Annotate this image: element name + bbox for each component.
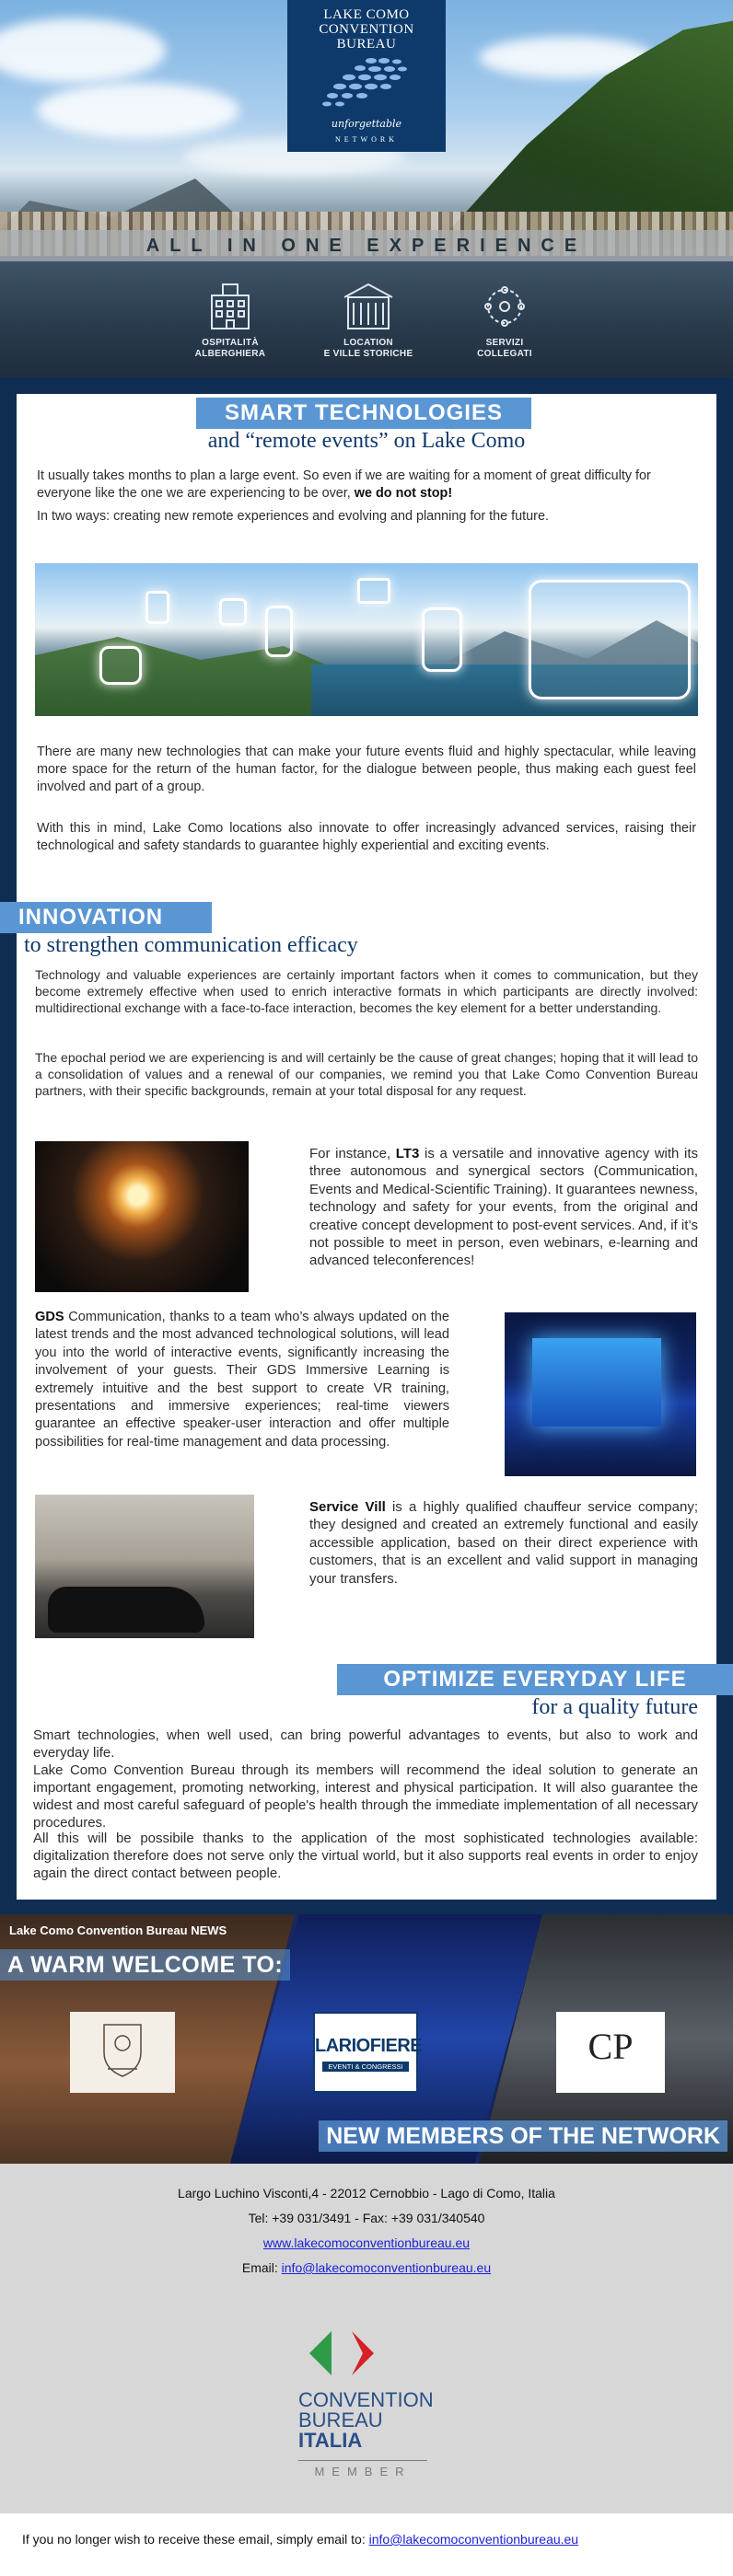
- paragraph: Lake Como Convention Bureau through its members will recommend the ideal solution to generate an important engagement, promoting networking, interest and physical participation. It will also guarantee the widest and most careful safeguard of people's health through the immediate implementation of all necessary procedures.: [33, 1762, 698, 1831]
- icon-caption: ALBERGHIERA: [194, 349, 266, 359]
- footer-website-row: [0, 2235, 733, 2250]
- paragraph: The epochal period we are experiencing is and will certainly be the cause of great changes; hoping that it will lead to a consolidation of values and a renewal of our companies, we remind you that Lake Como Convention Bureau partners, with their specific backgrounds, remain at your total disposal for any request.: [35, 1050, 698, 1099]
- smart-devices-banner: [35, 563, 698, 716]
- network-services-icon: [477, 281, 532, 332]
- cbi-line: ITALIA: [298, 2429, 363, 2452]
- footer-address: Largo Luchino Visconti,4 - 22012 Cernobbio - Lago di Como, Italia: [178, 2186, 555, 2201]
- lightbulb-laptop-photo: [35, 1141, 249, 1292]
- chauffeur-car-photo: [35, 1495, 254, 1638]
- cbi-line: CONVENTION: [298, 2388, 434, 2411]
- text: If you no longer wish to receive these email, simply email to:: [22, 2532, 369, 2547]
- cbi-member: MEMBER: [314, 2465, 412, 2478]
- phone-device-icon: [145, 591, 169, 624]
- member-logo-cp[interactable]: [556, 2012, 665, 2093]
- crest-icon: [95, 2019, 150, 2084]
- email-link[interactable]: info@lakecomoconventionbureau.eu: [281, 2260, 492, 2275]
- content-frame: [0, 377, 733, 1914]
- hero-tagline: ALL IN ONE EXPERIENCE: [145, 236, 588, 256]
- member-logo-restaurant[interactable]: [70, 2012, 175, 2093]
- lt3-paragraph: [309, 1145, 698, 1270]
- new-members-heading: NEW MEMBERS OF THE NETWORK: [319, 2120, 727, 2152]
- footer-email-row: [0, 2260, 733, 2275]
- paragraph: Technology and valuable experiences are certainly important factors when it comes to communication, but they become extremely effective when used to enrich interactive formats in which participants are directly involved: multidirectional exchange with a face-to-face interaction, becomes the key element for a better understanding.: [35, 967, 698, 1016]
- service-vill-name: Service Vill: [309, 1499, 386, 1515]
- hero-icons-row: [0, 281, 733, 373]
- service-vill-paragraph: [309, 1498, 698, 1588]
- cloud: [37, 83, 239, 138]
- services-link[interactable]: [449, 281, 560, 360]
- lariofiere-wordmark: LARIOFIERE: [315, 2036, 423, 2056]
- logo-network: NETWORK: [335, 135, 398, 144]
- footer: [0, 2164, 733, 2513]
- dots-network-icon: [307, 55, 426, 112]
- icon-caption: E VILLE STORICHE: [323, 349, 413, 359]
- news-banner[interactable]: [0, 1914, 733, 2164]
- paragraph: There are many new technologies that can make your future events fluid and highly spectacular, while leaving more space for the return of the human factor, for the dialogue between people, thus making each guest feel involved and part of a group.: [37, 745, 696, 794]
- icon-caption: LOCATION: [343, 338, 393, 348]
- emphasis-text: we do not stop!: [354, 486, 453, 501]
- paragraph: In two ways: creating new remote experiences and evolving and planning for the future.: [37, 509, 549, 524]
- unsubscribe-bar: [0, 2513, 733, 2576]
- lariofiere-tagline: EVENTI & CONGRESSI: [322, 2062, 408, 2072]
- lake-como-cb-logo[interactable]: [287, 0, 446, 152]
- phone-device-icon: [265, 606, 293, 657]
- tablet-device-icon: [529, 580, 691, 699]
- immersive-room-photo: [505, 1312, 696, 1476]
- section-subtitle-smart: and “remote events” on Lake Como: [207, 429, 526, 453]
- logo-line: CONVENTION: [319, 22, 414, 37]
- cbi-arrows-icon: [285, 2326, 448, 2381]
- section-subtitle-innovation: to strengthen communication efficacy: [24, 933, 358, 957]
- section-subtitle-optimize: for a quality future: [531, 1695, 698, 1719]
- laptop-device-icon: [357, 578, 390, 604]
- projection-screen: [532, 1338, 661, 1427]
- gds-paragraph: [35, 1309, 449, 1451]
- paragraph: All this will be possibile thanks to the application of the most sophisticated technologies available: digitalization therefore does not serve only the virtual world, but it also supports real events in order to enjoy again the direct contact between people.: [33, 1831, 698, 1881]
- logo-line: BUREAU: [336, 37, 397, 52]
- location-link[interactable]: [313, 281, 424, 360]
- text: Communication, thanks to a team who’s always updated on the latest trends and the most advanced technological solutions, will lead you into the world of interactive events, significantly increasing the involvement of your guests. Their GDS Immersive Learning is extremely intuitive and the best support to create VR training, presentations and immersive experiences; real-time viewers guarantee an effective speaker-user interaction and offer multiple possibilities for real-time management and data processing.: [35, 1310, 449, 1450]
- cp-monogram: CP: [588, 2026, 634, 2067]
- phone-device-icon: [422, 607, 462, 672]
- cbi-text: [298, 2390, 434, 2451]
- cbi-line: BUREAU: [298, 2409, 383, 2432]
- section-title-innovation: INNOVATION: [0, 902, 212, 933]
- gds-name: GDS: [35, 1310, 64, 1324]
- convention-bureau-italia-logo[interactable]: [285, 2326, 448, 2501]
- text: It usually takes months to plan a large event. So even if we are waiting for a moment of great difficulty for everyone like the one we are experiencing to be over,: [37, 468, 651, 501]
- cloud: [0, 18, 166, 83]
- unsubscribe-email-link[interactable]: info@lakecomoconventionbureau.eu: [368, 2532, 579, 2547]
- tablet-device-icon: [99, 646, 142, 685]
- logo-script: unforgettable: [331, 118, 402, 130]
- content-card: [17, 394, 716, 1900]
- section-title-smart: SMART TECHNOLOGIES: [196, 398, 531, 429]
- icon-caption: SERVIZI: [485, 338, 524, 348]
- watch-device-icon: [219, 598, 247, 626]
- welcome-heading: A WARM WELCOME TO:: [0, 1949, 290, 1981]
- hero-banner: [0, 0, 733, 377]
- section-title-optimize: OPTIMIZE EVERYDAY LIFE: [337, 1664, 733, 1695]
- paragraph: Smart technologies, when well used, can bring powerful advantages to events, but also to work and everyday life.: [33, 1727, 698, 1761]
- hospitality-link[interactable]: [175, 281, 285, 360]
- text: is a highly qualified chauffeur service company; they designed and created an extremely functional and easily accessible application, based on their direct experience with customers, that is an excellent and valid support in managing your transfers.: [309, 1499, 698, 1587]
- hotel-icon: [203, 281, 258, 332]
- footer-phone: Tel: +39 031/3491 - Fax: +39 031/340540: [248, 2211, 485, 2225]
- news-label: Lake Como Convention Bureau NEWS: [9, 1923, 227, 1937]
- unsubscribe-text: [22, 2532, 578, 2547]
- icon-caption: COLLEGATI: [477, 349, 532, 359]
- icon-caption: OSPITALITÀ: [202, 338, 259, 348]
- member-logo-lariofiere[interactable]: [313, 2012, 423, 2093]
- text: For instance,: [309, 1146, 396, 1161]
- logo-line: LAKE COMO: [323, 7, 410, 22]
- paragraph: [37, 468, 696, 502]
- email-label: Email:: [241, 2260, 282, 2275]
- villa-icon: [341, 281, 396, 332]
- lt3-name: LT3: [395, 1146, 420, 1161]
- text: is a versatile and innovative agency with its three autonomous and synergical sectors (Communication, Events and Medical-Scientific Training). It guarantees newness, technology and safety for your events, from the original and creative concept development to post-event services. And, if it’s not possible to meet in person, even webinars, e-learning and advanced teleconferences!: [309, 1146, 699, 1269]
- website-link[interactable]: www.lakecomoconventionbureau.eu: [262, 2235, 471, 2250]
- paragraph: With this in mind, Lake Como locations also innovate to offer increasingly advanced services, raising their technological and safety standards to guarantee highly experiential and exciting events.: [37, 821, 696, 853]
- car-body: [48, 1587, 204, 1633]
